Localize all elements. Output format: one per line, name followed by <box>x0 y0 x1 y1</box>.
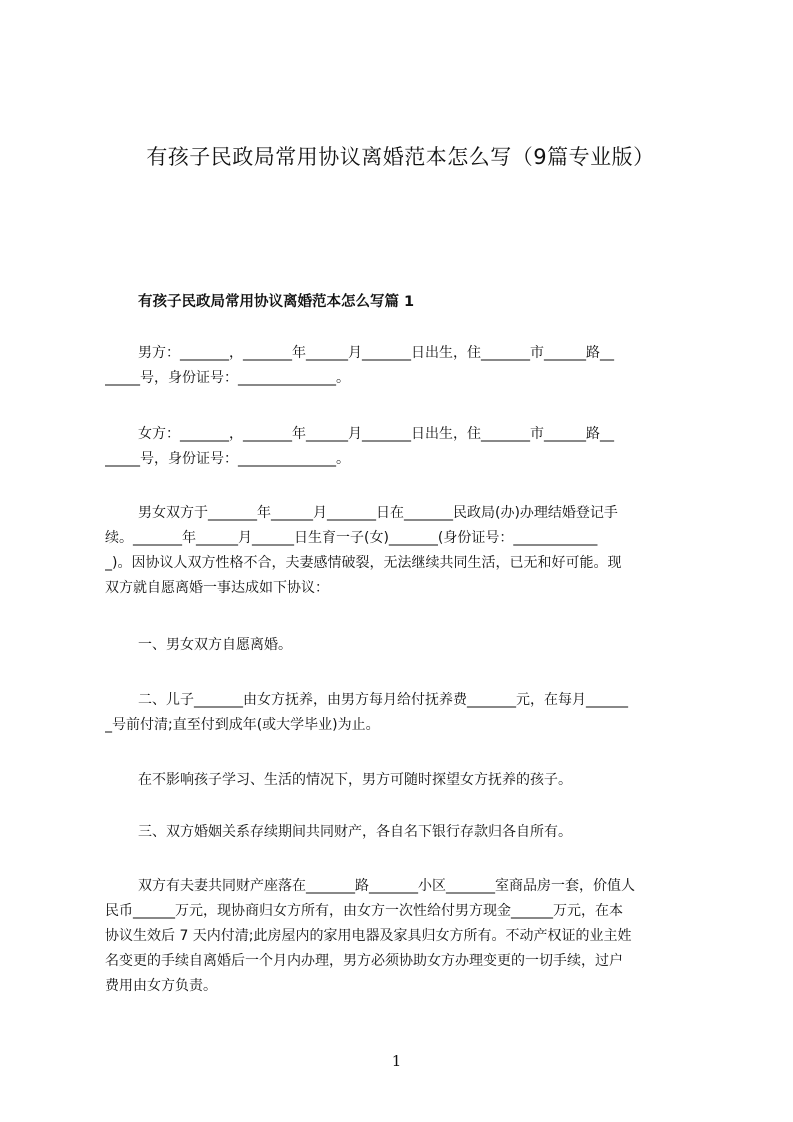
paragraph-clause-1 <box>105 633 705 658</box>
paragraph-line: 协议生效后 7 天内付清;此房屋内的家用电器及家具归女方所有。不动产权证的业主姓 <box>105 928 632 944</box>
paragraph-marriage-registration <box>105 501 705 601</box>
paragraph-property <box>105 874 705 999</box>
page-title: 有孩子民政局常用协议离婚范本怎么写（9篇专业版） <box>146 145 655 169</box>
paragraph-visitation <box>105 768 705 793</box>
page-number: 1 <box>391 1052 402 1070</box>
paragraph-line: 一、男女双方自愿离婚。 <box>138 637 292 653</box>
paragraph-line: 名变更的手续自离婚后一个月内办理，男方必须协助女方办理变更的一切手续，过户 <box>105 953 623 969</box>
paragraph-line: 民币______万元，现协商归女方所有，由女方一次性给付男方现金______万元，在本 <box>105 903 623 919</box>
paragraph-line: 二、儿子_______由女方抚养，由男方每月给付抚养费_______元，在每月______ <box>138 692 628 708</box>
paragraph-female-party <box>105 422 705 472</box>
paragraph-line: _号前付清;直至付到成年(或大学毕业)为止。 <box>105 717 380 733</box>
paragraph-line: _____号，身份证号：______________。 <box>105 370 350 386</box>
paragraph-line: 男女双方于_______年______月_______日在_______民政局(办)办理结婚登记手 <box>138 505 618 521</box>
paragraph-clause-3 <box>105 820 705 845</box>
paragraph-line: 双方有夫妻共同财产座落在_______路_______小区_______室商品房一套，价值人 <box>138 878 635 894</box>
paragraph-male-party <box>105 341 705 391</box>
paragraph-line: _____号，身份证号：______________。 <box>105 451 350 467</box>
paragraph-line: 在不影响孩子学习、生活的情况下，男方可随时探望女方抚养的孩子。 <box>138 772 572 788</box>
paragraph-line: 男方：_______，_______年______月_______日出生，住_______市______路__ <box>138 345 614 361</box>
paragraph-line: 费用由女方负责。 <box>105 978 217 994</box>
paragraph-line: 三、双方婚姻关系存续期间共同财产，各自名下银行存款归各自所有。 <box>138 824 572 840</box>
section-heading: 有孩子民政局常用协议离婚范本怎么写篇 1 <box>138 294 415 310</box>
paragraph-clause-2 <box>105 688 705 738</box>
paragraph-line: 续。_______年______月______日生育一子(女)_______(身份证号：____________ <box>105 530 598 546</box>
paragraph-line: _)。因协议人双方性格不合，夫妻感情破裂，无法继续共同生活，已无和好可能。现 <box>105 555 622 571</box>
paragraph-line: 双方就自愿离婚一事达成如下协议： <box>105 580 329 596</box>
paragraph-line: 女方：_______，_______年______月_______日出生，住_______市______路__ <box>138 426 614 442</box>
